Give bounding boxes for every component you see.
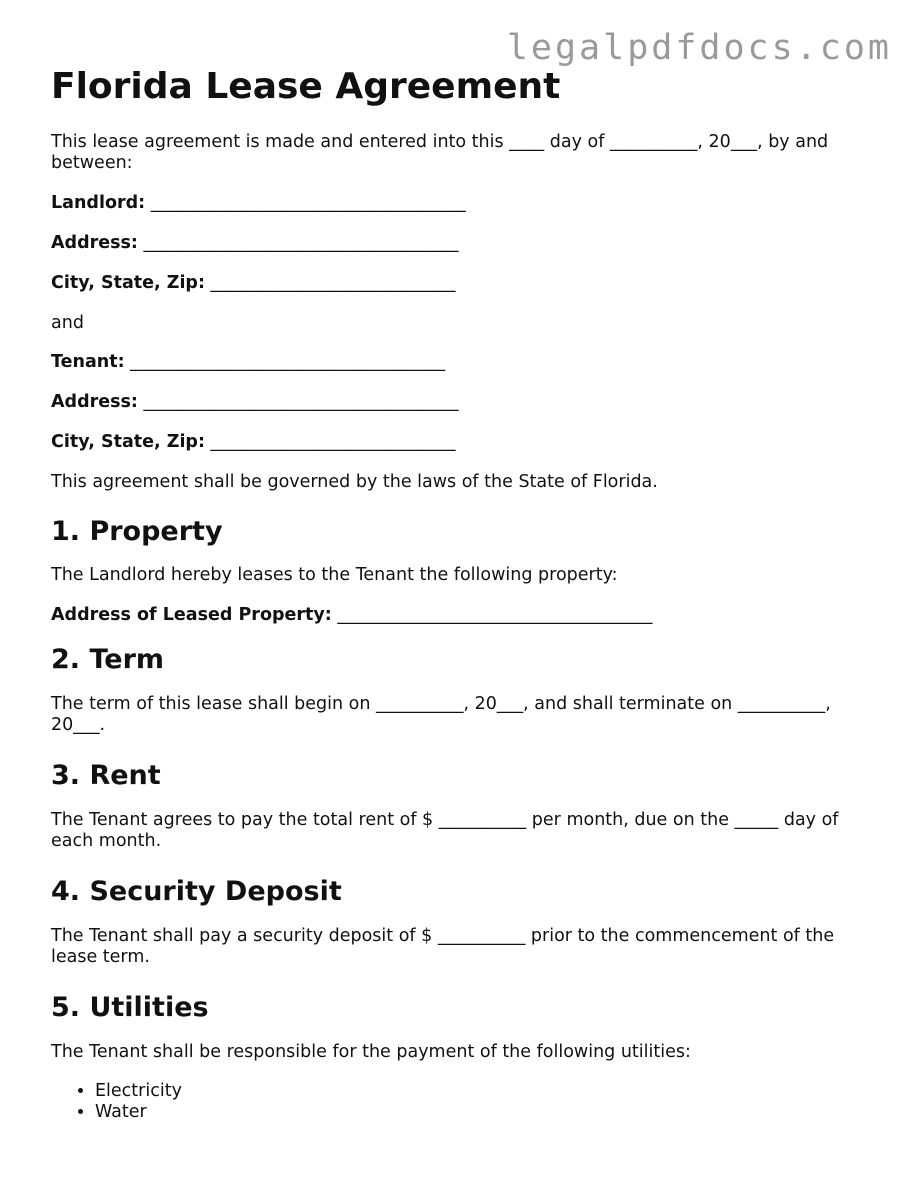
tenant-city-label: City, State, Zip: xyxy=(51,432,205,452)
tenant-name-field xyxy=(51,352,871,373)
landlord-address-label: Address: xyxy=(51,233,138,253)
landlord-city-label: City, State, Zip: xyxy=(51,273,205,293)
watermark: legalpdfdocs.com xyxy=(506,28,892,68)
tenant-city-field xyxy=(51,432,871,453)
property-paragraph: The Landlord hereby leases to the Tenant the following property: xyxy=(51,565,618,585)
utilities-list-item: • Water xyxy=(95,1102,871,1123)
landlord-name-label: Landlord: xyxy=(51,193,146,213)
document-page xyxy=(51,66,871,1123)
intro-paragraph: This lease agreement is made and entered into this ____ day of __________, 20___, by and between: xyxy=(51,132,829,173)
tenant-name-label: Tenant: xyxy=(51,352,125,372)
landlord-address-blank[interactable]: ____________________________________ xyxy=(143,233,459,253)
landlord-name-field xyxy=(51,193,871,214)
tenant-address-field xyxy=(51,392,871,413)
and-text: and xyxy=(51,313,84,333)
section-heading-term: 2. Term xyxy=(51,644,165,675)
section-heading-utilities: 5. Utilities xyxy=(51,992,209,1023)
tenant-address-label: Address: xyxy=(51,392,138,412)
section-heading-property: 1. Property xyxy=(51,516,223,547)
governing-law-paragraph: This agreement shall be governed by the laws of the State of Florida. xyxy=(51,472,658,492)
landlord-city-field xyxy=(51,273,871,294)
utilities-list xyxy=(51,1081,871,1123)
tenant-city-blank[interactable]: ____________________________ xyxy=(210,432,456,452)
landlord-city-blank[interactable]: ____________________________ xyxy=(210,273,456,293)
leased-property-address-label: Address of Leased Property: xyxy=(51,605,332,625)
landlord-name-blank[interactable]: ____________________________________ xyxy=(150,193,466,213)
term-paragraph: The term of this lease shall begin on __________, 20___, and shall terminate on __________, 20___. xyxy=(51,694,831,735)
landlord-address-field xyxy=(51,233,871,254)
section-heading-security-deposit: 4. Security Deposit xyxy=(51,876,342,907)
leased-property-address-field xyxy=(51,605,871,626)
security-deposit-paragraph: The Tenant shall pay a security deposit of $ __________ prior to the commencement of the lease term. xyxy=(51,926,835,967)
document-title: Florida Lease Agreement xyxy=(51,66,561,107)
rent-paragraph: The Tenant agrees to pay the total rent of $ __________ per month, due on the _____ day of each month. xyxy=(51,810,839,851)
tenant-address-blank[interactable]: ____________________________________ xyxy=(143,392,459,412)
tenant-name-blank[interactable]: ____________________________________ xyxy=(130,352,446,372)
utilities-list-item: • Electricity xyxy=(95,1081,871,1102)
section-heading-rent: 3. Rent xyxy=(51,760,161,791)
utilities-paragraph: The Tenant shall be responsible for the payment of the following utilities: xyxy=(51,1042,691,1062)
leased-property-address-blank[interactable]: ____________________________________ xyxy=(337,605,653,625)
